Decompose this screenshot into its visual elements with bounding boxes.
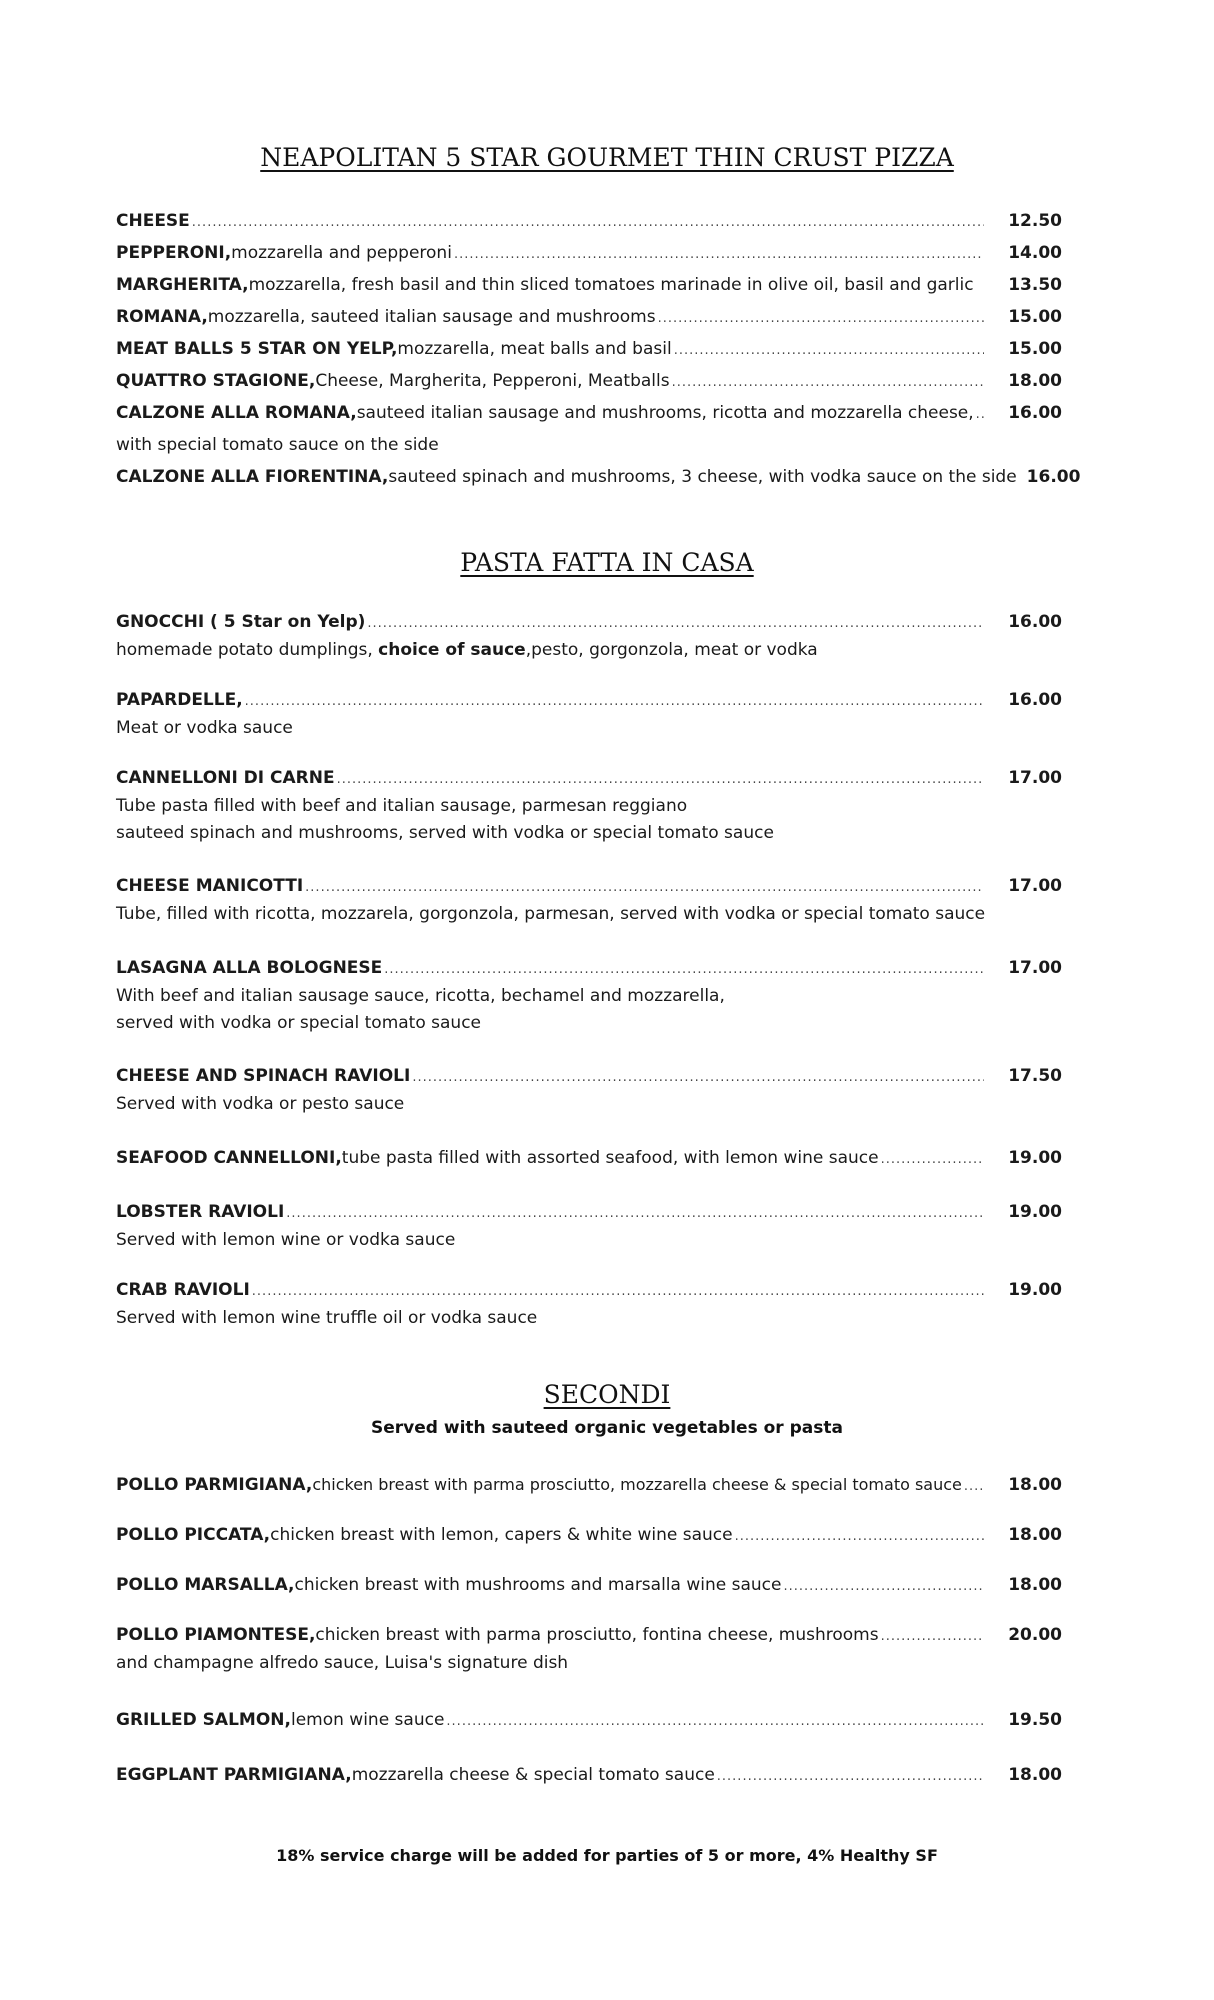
item-description: Tube pasta filled with beef and italian sausage, parmesan reggiano: [116, 796, 688, 816]
item-description: mozzarella, fresh basil and thin sliced tomatoes marinade in olive oil, basil and garlic: [248, 275, 974, 295]
item-price: 18.00: [1008, 1525, 1062, 1545]
leader-dots: [286, 1202, 984, 1226]
item-name: POLLO PICCATA,: [116, 1525, 271, 1545]
item-description: Cheese, Margherita, Pepperoni, Meatballs: [315, 371, 670, 391]
pasta-section-title: PASTA FATTA IN CASA: [460, 548, 754, 577]
item-price: 14.00: [1008, 243, 1062, 263]
item-description-continued: with special tomato sauce on the side: [116, 435, 439, 455]
menu-item: [116, 1573, 1062, 1597]
item-name: LOBSTER RAVIOLI: [116, 1202, 285, 1222]
item-price: 15.00: [1008, 307, 1062, 327]
item-price: 17.00: [1008, 876, 1062, 896]
item-price: 18.00: [1008, 371, 1062, 391]
menu-item: [116, 688, 1062, 712]
leader-dots: [783, 1575, 984, 1599]
item-price: 20.00: [1008, 1625, 1062, 1645]
menu-item: [116, 1473, 1062, 1497]
item-description: chicken breast with mushrooms and marsalla wine sauce: [294, 1575, 782, 1595]
leader-dots: [305, 876, 984, 900]
leader-dots: [245, 690, 984, 714]
item-name: LASAGNA ALLA BOLOGNESE: [116, 958, 383, 978]
item-description: tube pasta filled with assorted seafood, with lemon wine sauce: [341, 1148, 879, 1168]
menu-item: [116, 1763, 1062, 1787]
leader-dots: [735, 1525, 984, 1549]
secondi-subtitle: Served with sauteed organic vegetables or pasta: [371, 1418, 843, 1438]
item-name: CANNELLONI DI CARNE: [116, 768, 335, 788]
menu-item: [116, 1278, 1062, 1302]
item-name: CHEESE: [116, 211, 190, 231]
menu-item: [116, 1523, 1062, 1547]
item-description: Meat or vodka sauce: [116, 718, 293, 738]
item-description: sauteed spinach and mushrooms, served with vodka or special tomato sauce: [116, 823, 774, 843]
item-price: 16.00: [1008, 690, 1062, 710]
leader-dots: [192, 211, 984, 235]
leader-dots: [454, 243, 984, 267]
item-price: 13.50: [1008, 275, 1062, 295]
leader-dots: [881, 1148, 984, 1172]
leader-dots: [658, 307, 984, 331]
secondi-section-title: SECONDI: [543, 1380, 671, 1409]
menu-item: [116, 369, 1062, 393]
leader-dots: [674, 339, 984, 363]
leader-dots: [337, 768, 984, 792]
leader-dots: [672, 371, 984, 395]
menu-item: [116, 874, 1062, 898]
leader-dots: [367, 612, 984, 636]
item-description: chicken breast with parma prosciutto, fontina cheese, mushrooms: [315, 1625, 879, 1645]
item-description: mozzarella, meat balls and basil: [397, 339, 672, 359]
item-price: 17.00: [1008, 958, 1062, 978]
item-description: chicken breast with lemon, capers & white wine sauce: [270, 1525, 733, 1545]
leader-dots: [964, 1475, 984, 1499]
item-description: Tube, filled with ricotta, mozzarela, gorgonzola, parmesan, served with vodka or special tomato sauce: [116, 904, 986, 924]
item-price: 17.00: [1008, 768, 1062, 788]
menu-item: [116, 1623, 1062, 1647]
item-name: MARGHERITA,: [116, 275, 249, 295]
menu-item: [116, 766, 1062, 790]
menu-item: [116, 241, 1062, 265]
menu-item: [116, 1146, 1062, 1170]
item-name: POLLO PIAMONTESE,: [116, 1625, 316, 1645]
pizza-section-title: NEAPOLITAN 5 STAR GOURMET THIN CRUST PIZZA: [260, 143, 954, 172]
menu-item: [116, 610, 1062, 634]
menu-item: [116, 401, 1062, 425]
item-price: 15.00: [1008, 339, 1062, 359]
item-description: Served with lemon wine truffle oil or vodka sauce: [116, 1308, 538, 1328]
item-name: CHEESE MANICOTTI: [116, 876, 304, 896]
item-name: POLLO PARMIGIANA,: [116, 1475, 313, 1495]
menu-item: [116, 1200, 1062, 1224]
item-name: CHEESE AND SPINACH RAVIOLI: [116, 1066, 411, 1086]
item-price: 16.00: [1008, 403, 1062, 423]
item-description: homemade potato dumplings, choice of sauce,pesto, gorgonzola, meat or vodka: [116, 640, 818, 660]
item-description-continued: and champagne alfredo sauce, Luisa's signature dish: [116, 1653, 569, 1673]
menu-item: [116, 1708, 1062, 1732]
item-name: PEPPERONI,: [116, 243, 232, 263]
item-price: 16.00: [1026, 467, 1081, 487]
menu-item: [116, 956, 1062, 980]
item-price: 18.00: [1008, 1575, 1062, 1595]
menu-item: [116, 273, 1062, 297]
item-price: 18.00: [1008, 1765, 1062, 1785]
item-description: mozzarella cheese & special tomato sauce: [351, 1765, 715, 1785]
item-description: mozzarella and pepperoni: [231, 243, 452, 263]
item-name: CALZONE ALLA ROMANA,: [116, 403, 357, 423]
item-price: 18.00: [1008, 1475, 1062, 1495]
service-charge-note: 18% service charge will be added for parties of 5 or more, 4% Healthy SF: [276, 1846, 938, 1865]
menu-item: [116, 209, 1062, 233]
item-price: 17.50: [1008, 1066, 1062, 1086]
item-name: ROMANA,: [116, 307, 208, 327]
item-price: 19.50: [1008, 1710, 1062, 1730]
item-description: With beef and italian sausage sauce, ricotta, bechamel and mozzarella,: [116, 986, 725, 1006]
menu-item: [116, 337, 1062, 361]
item-description: served with vodka or special tomato sauce: [116, 1013, 481, 1033]
item-price: 19.00: [1008, 1202, 1062, 1222]
item-price: 19.00: [1008, 1280, 1062, 1300]
item-name: POLLO MARSALLA,: [116, 1575, 295, 1595]
item-price: 12.50: [1008, 211, 1062, 231]
menu-item: [116, 465, 1081, 489]
item-price: 16.00: [1008, 612, 1062, 632]
item-description: sauteed spinach and mushrooms, 3 cheese, with vodka sauce on the side: [388, 467, 1017, 487]
menu-item: [116, 1064, 1062, 1088]
leader-dots: [976, 403, 984, 427]
item-name: PAPARDELLE,: [116, 690, 243, 710]
item-description: chicken breast with parma prosciutto, mozzarella cheese & special tomato sauce: [312, 1475, 962, 1494]
item-description: mozzarella, sauteed italian sausage and mushrooms: [207, 307, 656, 327]
item-description: Served with vodka or pesto sauce: [116, 1094, 405, 1114]
item-description: sauteed italian sausage and mushrooms, ricotta and mozzarella cheese,: [356, 403, 974, 423]
item-name: CRAB RAVIOLI: [116, 1280, 250, 1300]
item-description: lemon wine sauce: [290, 1710, 445, 1730]
item-name: GRILLED SALMON,: [116, 1710, 291, 1730]
item-name: CALZONE ALLA FIORENTINA,: [116, 467, 389, 487]
item-description: Served with lemon wine or vodka sauce: [116, 1230, 456, 1250]
leader-dots: [881, 1625, 984, 1649]
item-name: SEAFOOD CANNELLONI,: [116, 1148, 342, 1168]
leader-dots: [446, 1710, 984, 1734]
menu-item: [116, 305, 1062, 329]
item-name: EGGPLANT PARMIGIANA,: [116, 1765, 352, 1785]
item-name: QUATTRO STAGIONE,: [116, 371, 316, 391]
item-price: 19.00: [1008, 1148, 1062, 1168]
leader-dots: [384, 958, 984, 982]
leader-dots: [412, 1066, 984, 1090]
leader-dots: [252, 1280, 984, 1304]
item-name: GNOCCHI ( 5 Star on Yelp): [116, 612, 366, 632]
item-name: MEAT BALLS 5 STAR ON YELP,: [116, 339, 398, 359]
leader-dots: [717, 1765, 984, 1789]
